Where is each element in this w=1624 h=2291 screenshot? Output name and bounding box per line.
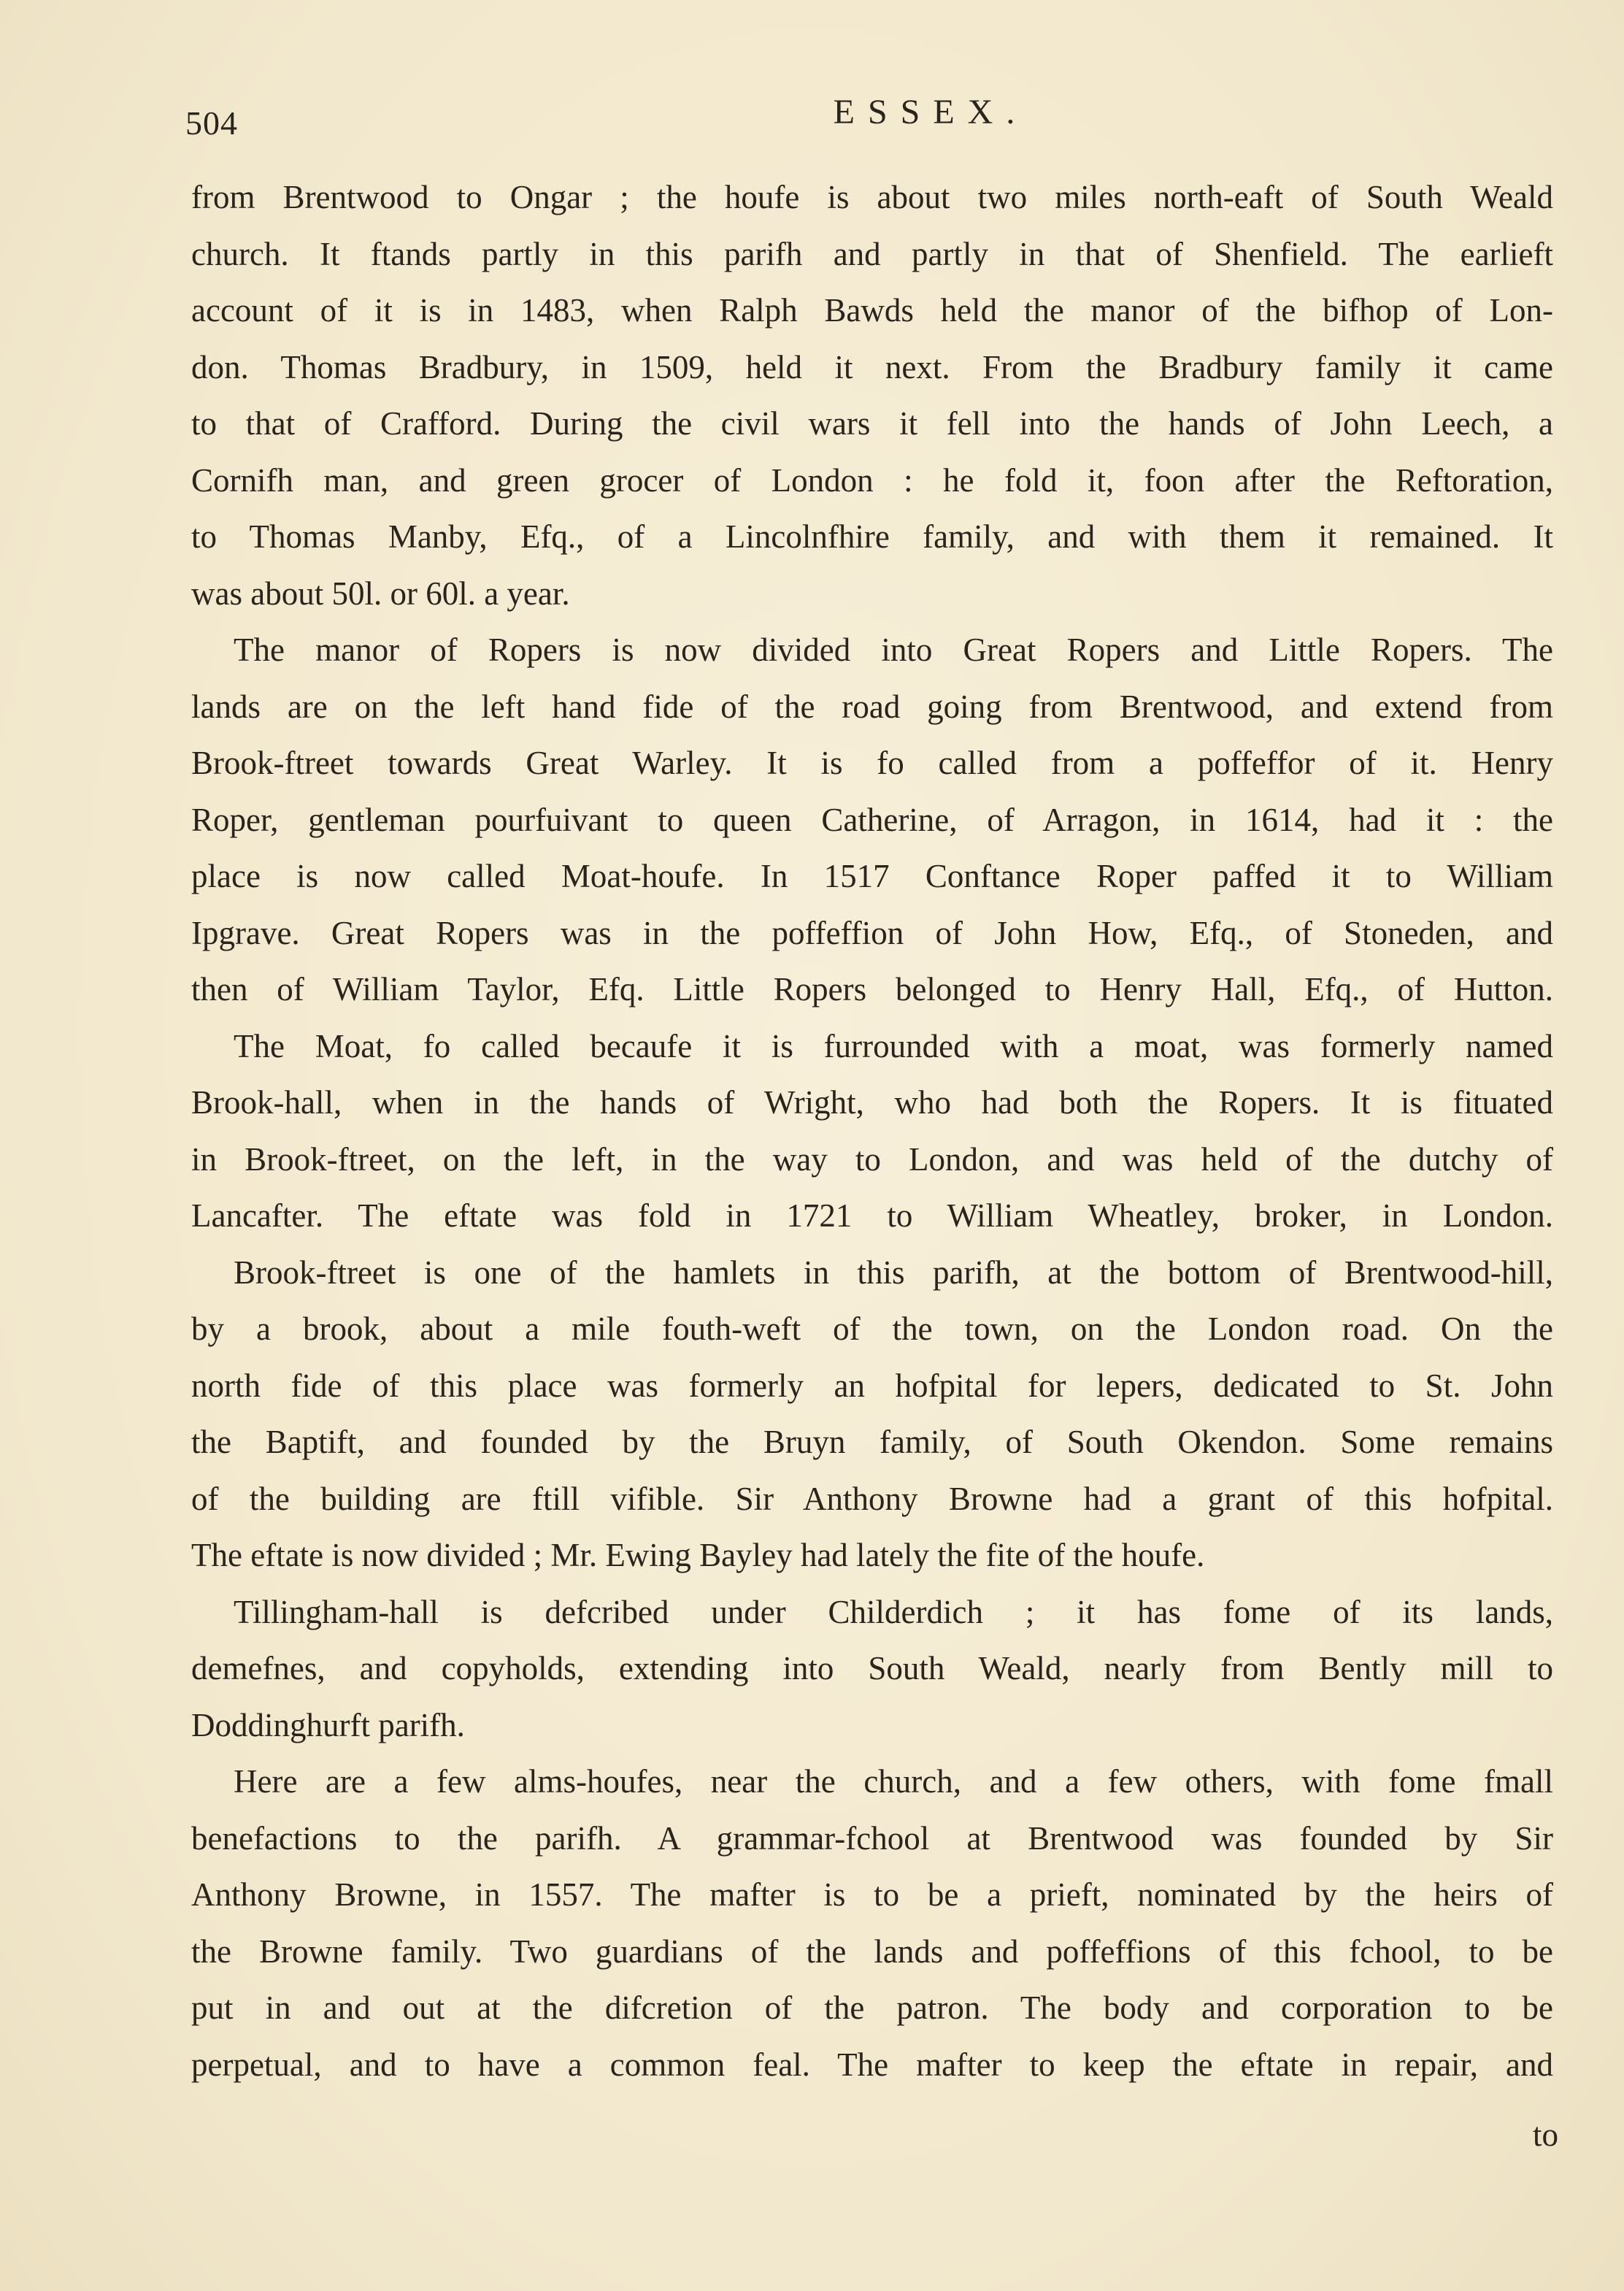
text-line: Doddinghurft parifh. bbox=[191, 1706, 465, 1743]
text-line: in Brook-ftreet, on the left, in the way to London, and was held of the dutchy of bbox=[191, 1140, 1553, 1178]
text-line: Lancafter. The eftate was fold in 1721 to William Wheatley, broker, in London. bbox=[191, 1197, 1553, 1234]
text-line: to Thomas Manby, Efq., of a Lincolnfhire family, and with them it remained. It bbox=[191, 518, 1553, 555]
catchword: to bbox=[1532, 2117, 1558, 2153]
text-line: perpetual, and to have a common feal. The mafter to keep the eftate in repair, and bbox=[191, 2046, 1553, 2083]
text-line: The Moat, fo called becaufe it is furrounded with a moat, was formerly named bbox=[234, 1027, 1553, 1064]
text-line: don. Thomas Bradbury, in 1509, held it next. From the Bradbury family it came bbox=[191, 348, 1553, 385]
text-line: Brook-ftreet is one of the hamlets in this parifh, at the bottom of Brentwood-hill, bbox=[234, 1254, 1553, 1291]
paragraph bbox=[191, 169, 1553, 622]
running-head: ESSEX. bbox=[833, 93, 1028, 131]
paragraph bbox=[191, 622, 1553, 1018]
text-line: was about 50l. or 60l. a year. bbox=[191, 575, 570, 612]
paragraph bbox=[191, 1245, 1553, 1584]
text-line: then of William Taylor, Efq. Little Ropers belonged to Henry Hall, Efq., of Hutton. bbox=[191, 971, 1553, 1008]
text-line: demefnes, and copyholds, extending into South Weald, nearly from Bently mill to bbox=[191, 1650, 1553, 1686]
text-line: Here are a few alms-houfes, near the church, and a few others, with fome fmall bbox=[234, 1763, 1553, 1800]
text-line: Brook-ftreet towards Great Warley. It is fo called from a poffeffor of it. Henry bbox=[191, 745, 1553, 781]
paragraph bbox=[191, 1584, 1553, 1754]
text-line: church. It ftands partly in this parifh and partly in that of Shenfield. The earlieft bbox=[191, 235, 1553, 272]
text-line: The eftate is now divided ; Mr. Ewing Bayley had lately the fite of the houfe. bbox=[191, 1537, 1205, 1573]
text-line: benefactions to the parifh. A grammar-fchool at Brentwood was founded by Sir bbox=[191, 1819, 1553, 1857]
text-line: by a brook, about a mile fouth-weft of the town, on the London road. On the bbox=[191, 1310, 1553, 1347]
page-header bbox=[182, 86, 1555, 145]
paragraph bbox=[191, 1754, 1553, 2093]
text-line: Anthony Browne, in 1557. The mafter is to be a prieft, nominated by the heirs of bbox=[191, 1876, 1553, 1913]
text-line: Ipgrave. Great Ropers was in the poffeffion of John How, Efq., of Stoneden, and bbox=[191, 914, 1553, 951]
text-line: the Browne family. Two guardians of the lands and poffeffions of this fchool, to be bbox=[191, 1933, 1553, 1970]
text-line: the Baptift, and founded by the Bruyn family, of South Okendon. Some remains bbox=[191, 1424, 1553, 1460]
text-line: The manor of Ropers is now divided into Great Ropers and Little Ropers. The bbox=[234, 632, 1553, 668]
text-line: Brook-hall, when in the hands of Wright, who had both the Ropers. It is fituated bbox=[191, 1084, 1553, 1121]
paragraph bbox=[191, 1018, 1553, 1245]
text-line: Roper, gentleman pourfuivant to queen Catherine, of Arragon, in 1614, had it : the bbox=[191, 801, 1553, 838]
text-line: of the building are ftill vifible. Sir Anthony Browne had a grant of this hofpital. bbox=[191, 1480, 1553, 1517]
text-line: north fide of this place was formerly an hofpital for lepers, dedicated to St. John bbox=[191, 1367, 1553, 1404]
text-line: Cornifh man, and green grocer of London : he fold it, foon after the Reftoration, bbox=[191, 461, 1553, 499]
text-line: from Brentwood to Ongar ; the houfe is about two miles north-eaft of South Weald bbox=[191, 179, 1553, 215]
text-line: to that of Crafford. During the civil wars it fell into the hands of John Leech, a bbox=[191, 405, 1553, 442]
text-line: lands are on the left hand fide of the road going from Brentwood, and extend from bbox=[191, 688, 1553, 725]
body-text bbox=[191, 169, 1553, 2093]
page-number: 504 bbox=[185, 104, 238, 142]
text-line: place is now called Moat-houfe. In 1517 Conftance Roper paffed it to William bbox=[191, 858, 1553, 894]
text-line: Tillingham-hall is defcribed under Childerdich ; it has fome of its lands, bbox=[234, 1593, 1553, 1630]
text-line: put in and out at the difcretion of the patron. The body and corporation to be bbox=[191, 1989, 1553, 2026]
text-line: account of it is in 1483, when Ralph Bawds held the manor of the bifhop of Lon- bbox=[191, 292, 1553, 329]
